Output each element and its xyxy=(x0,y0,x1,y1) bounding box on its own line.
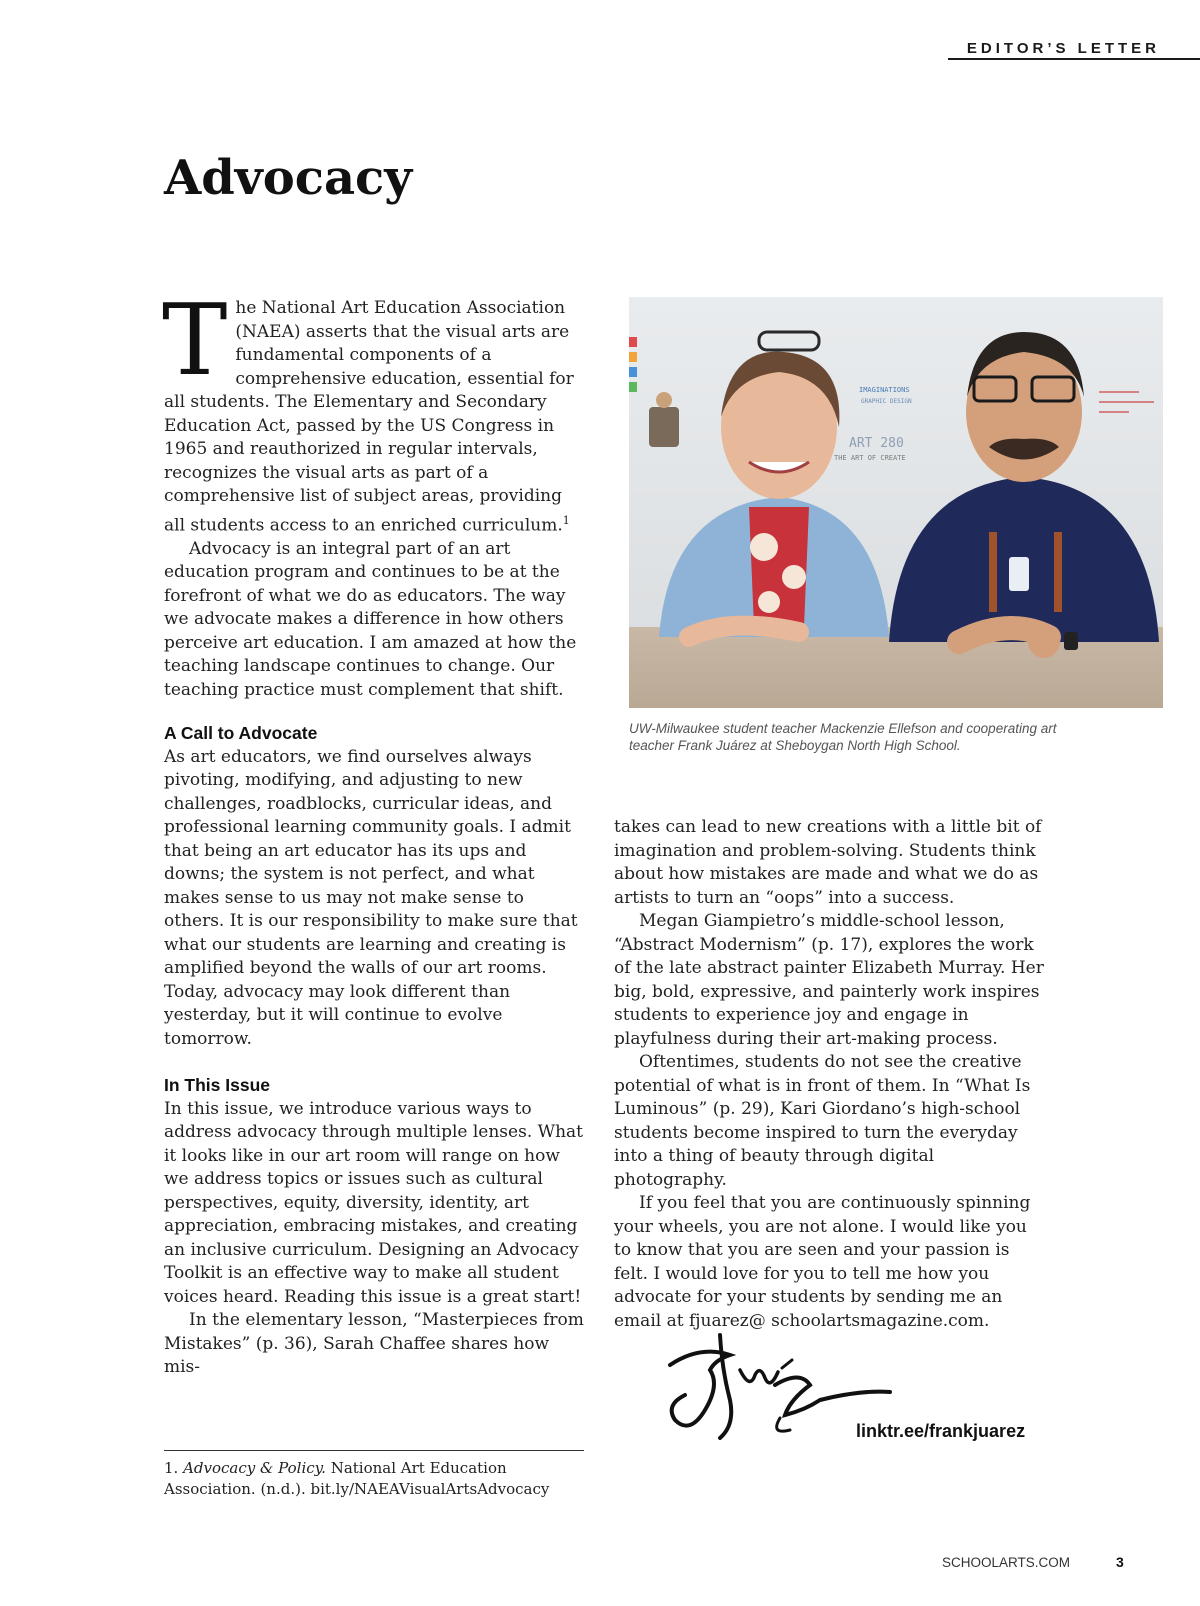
issue-paragraph-2: In the elementary lesson, “Masterpieces from Mistakes” (p. 36), Sarah Chaffee shares how mis- xyxy=(164,1310,584,1377)
intro-paragraph-1-text: he National Art Education Association (NAEA) asserts that the visual arts are fundamental components of a comprehensive education, essential for all students. The Elementary and Secondary Education Act, passed by the US Congress in 1965 and reauthorized in regular intervals, recognizes the visual arts as part of a comprehensive list of subject areas, providing all students access to an enriched curriculum. xyxy=(164,298,574,536)
photo-illustration xyxy=(629,297,1163,708)
footnote-ref: 1 xyxy=(562,513,570,527)
footnote-title: Advocacy & Policy. xyxy=(183,1459,326,1477)
photo xyxy=(629,297,1163,708)
page-number: 3 xyxy=(1116,1554,1124,1570)
right-paragraph-4: If you feel that you are continuously spinning your wheels, you are not alone. I would like you to know that you are seen and your passion is felt. I would love for you to tell me how you advocate for your students by sending me an email at fjuarez@ schoolartsmagazine.com. xyxy=(614,1193,1031,1331)
footnote-text: National Art Education Association. (n.d.). bit.ly/NAEAVisualArtsAdvocacy xyxy=(164,1459,550,1498)
footnote-number: 1. xyxy=(164,1459,179,1477)
call-paragraph-1: As art educators, we find ourselves always pivoting, modifying, and adjusting to new challenges, roadblocks, curricular ideas, and professional learning community goals. I admit that being an art educator has its ups and downs; the system is not perfect, and what makes sense to us may not make sense to others. It is our responsibility to make sure that what our students are learning and creating is amplified beyond the walls of our art rooms. Today, advocacy may look different than yesterday, but it will continue to evolve tomorrow. xyxy=(164,746,578,1049)
footer-site: SCHOOLARTS.COM xyxy=(942,1555,1071,1570)
signature-link[interactable]: linktr.ee/frankjuarez xyxy=(856,1421,1026,1441)
section-rule xyxy=(948,58,1200,60)
right-paragraph-cont: takes can lead to new creations with a little bit of imagination and problem-solving. Students think about how mistakes are made and what we do as artists to turn an “oops” into a success. xyxy=(614,817,1042,908)
intro-column xyxy=(162,284,584,702)
drop-cap: T xyxy=(162,284,228,398)
footnote xyxy=(164,1458,594,1500)
whiteboard-imaginations: IMAGINATIONS xyxy=(859,386,910,394)
heading-call-to-advocate: A Call to Advocate xyxy=(164,723,318,743)
footnote-rule xyxy=(164,1450,584,1451)
intro-paragraph-1 xyxy=(162,284,584,538)
whiteboard-art280: ART 280 xyxy=(849,436,904,451)
left-column-sections xyxy=(164,722,584,1380)
page-title: Advocacy xyxy=(164,150,413,206)
spacer xyxy=(164,1051,584,1074)
whiteboard-graphic-design: GRAPHIC DESIGN xyxy=(861,398,912,405)
heading-in-this-issue: In This Issue xyxy=(164,1075,270,1095)
right-column xyxy=(614,816,1046,1333)
right-paragraph-2: Megan Giampietro’s middle-school lesson, “Abstract Modernism” (p. 17), explores the work of the late abstract painter Elizabeth Murray. Her big, bold, expressive, and painterly work inspires students to experience joy and engage in playfulness during their art-making process. xyxy=(614,911,1044,1049)
whiteboard-art-of-create: THE ART OF CREATE xyxy=(834,454,906,462)
section-label: EDITOR’S LETTER xyxy=(966,40,1160,57)
right-paragraph-3: Oftentimes, students do not see the creative potential of what is in front of them. In “What Is Luminous” (p. 29), Kari Giordano’s high-school students become inspired to turn the everyday into a thing of beauty through digital photography. xyxy=(614,1052,1031,1190)
photo-caption: UW-Milwaukee student teacher Mackenzie Ellefson and cooperating art teacher Frank Juárez at Sheboygan North High School. xyxy=(629,721,1057,753)
intro-paragraph-2: Advocacy is an integral part of an art education program and continues to be at the forefront of what we do as educators. The way we advocate makes a difference in how others perceive art education. I am amazed at how the teaching landscape continues to change. Our teaching practice must complement that shift. xyxy=(164,538,577,700)
issue-paragraph-1: In this issue, we introduce various ways to address advocacy through multiple lenses. What it looks like in our art room will range on how we address topics or issues such as cultural perspectives, equity, diversity, identity, art appreciation, embracing mistakes, and creating an inclusive curriculum. Designing an Advocacy Toolkit is an effective way to make all student voices heard. Reading this issue is a great start! xyxy=(164,1098,584,1307)
